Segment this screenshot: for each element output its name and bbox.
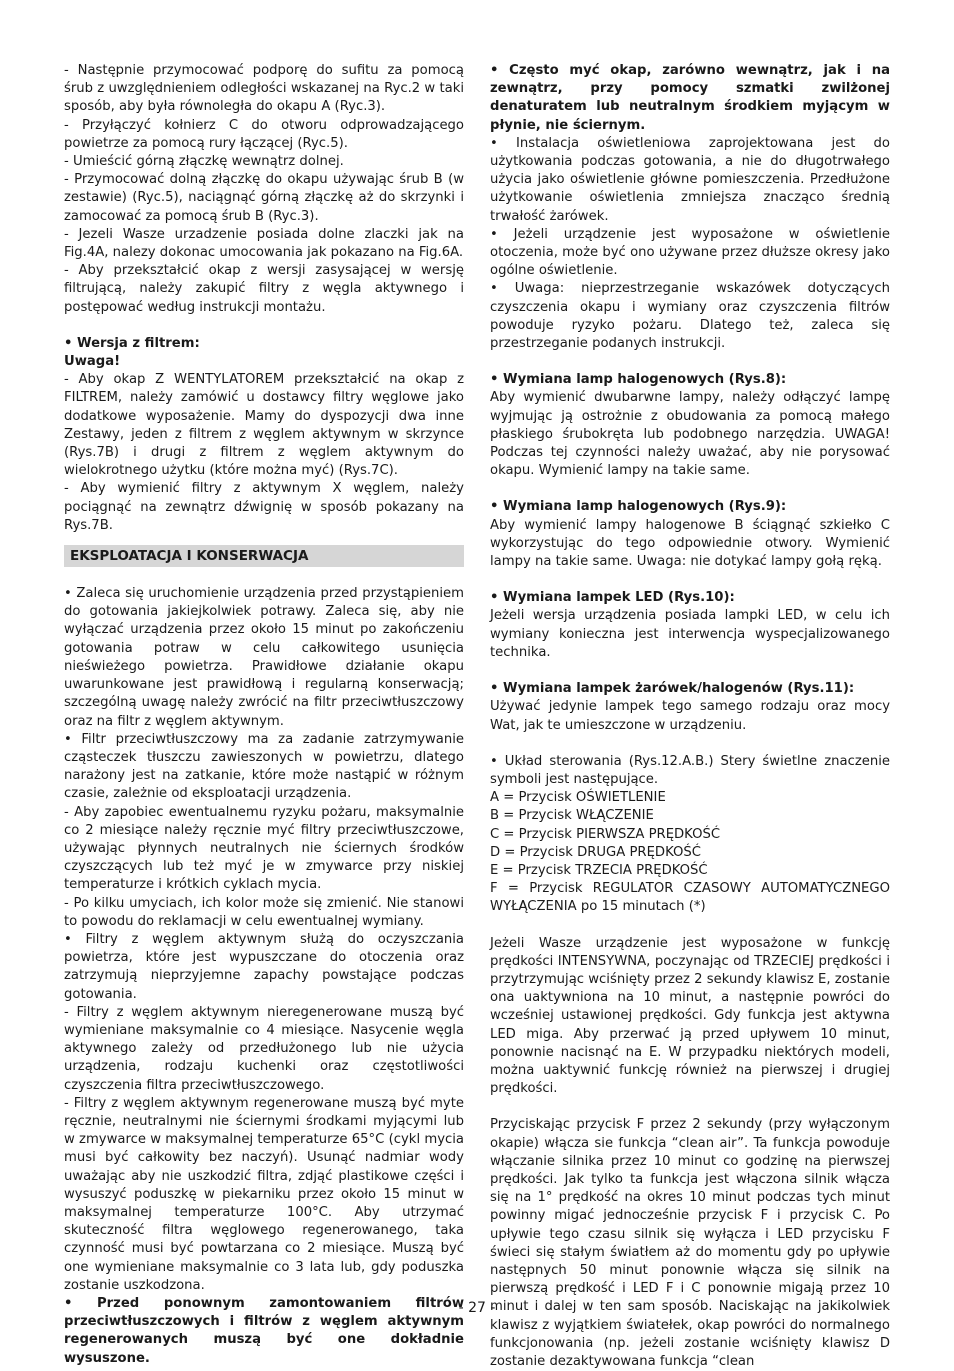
paragraph: • Filtry z węglem aktywnym służą do oczyszczania powietrza, które jest wypuszczane do otoczenia oraz zatrzymują nieprzyjemne zapachy powstające podczas gotowania.	[64, 931, 464, 1002]
paragraph: Używać jedynie lampek tego samego rodzaju oraz mocy Wat, jak te umieszczone w urządzeniu.	[490, 699, 890, 733]
control-item: A = Przycisk OŚWIETLENIE	[490, 790, 666, 806]
spacer	[64, 567, 464, 585]
paragraph: - Filtry z węglem aktywnym nieregenerowane muszą być wymieniane maksymalnie co 4 miesiące. Nasycenie węgla aktywnego zależy od przedłużonego lub nie użycia urządzenia, rodzaju kuchenki oraz częstotliwości czyszczenia filtra przeciwtłuszczowego.	[64, 1004, 464, 1093]
spacer	[490, 735, 890, 753]
lamp9-title: • Wymiana lamp halogenowych (Rys.9):	[490, 499, 787, 515]
paragraph: - Aby wymienić filtry z aktywnym X węglem, należy pociągnąć na zewnątrz dźwignię w sposób pokazany na Rys.7B.	[64, 481, 464, 533]
control-item: E = Przycisk TRZECIA PRĘDKOŚĆ	[490, 862, 708, 878]
control-item: D = Przycisk DRUGA PRĘDKOŚĆ	[490, 844, 701, 860]
spacer	[64, 535, 464, 545]
paragraph: - Aby przekształcić okap z wersji zasysającej w wersję filtrującą, należy zakupić filtry z węgla aktywnego i postępować według instrukcji montażu.	[64, 263, 464, 315]
paragraph: • Jeżeli urządzenie jest wyposażone w oświetlenie otoczenia, może być ono używane przez dłuższe okresy jako ogólne oświetlenie.	[490, 226, 890, 279]
paragraph: Aby wymienić lampy halogenowe B ściągnąć szkiełko C wykorzystując do tego odpowiednie otwory. Wymienić lampy na takie same. Uwaga: nie dotykać lampy gołą ręką.	[490, 517, 890, 570]
paragraph-warning: • Przed ponownym zamontowaniem filtrów przeciwtłuszczowych i filtrów z węglem aktywnym regenerowanych muszą być one dokładnie wysuszone.	[64, 1296, 464, 1366]
control-item: B = Przycisk WŁĄCZENIE	[490, 808, 654, 824]
spacer	[490, 662, 890, 680]
led-title: • Wymiana lampek LED (Rys.10):	[490, 590, 735, 606]
control-item: C = Przycisk PIERWSZA PRĘDKOŚĆ	[490, 826, 721, 842]
paragraph: Aby wymienić dwubarwne lampy, należy odłączyć lampę wyjmując ją ostrożnie z obudowania za pomocą małego płaskiego śrubokręta lub podobnego narzędzia. UWAGA! Podczas tej czynności należy uważać, aby nie porysować okapu. Wymienić lampy na takie same.	[490, 390, 890, 479]
lamp8-title: • Wymiana lamp halogenowych (Rys.8):	[490, 372, 787, 388]
paragraph: • Instalacja oświetleniowa zaprojektowana jest do użytkowania podczas gotowania, a nie do długotrwałego użycia jako oświetlenie główne pomieszczenia. Przedłużone użytkowanie oświetlenia zmniejsza znacząco średnią trwałość żarówek.	[490, 135, 890, 224]
paragraph: Jeżeli Wasze urządzenie jest wyposażone w funkcję prędkości INTENSYWNA, poczynając od TRZECIEJ prędkości i przytrzymując wciśnięty przez 2 sekundy klawisz E, zostanie ona uaktywniona na 10 minut, a następnie powróci do wcześniej ustawionej prędkości. Gdy funkcja jest aktywna LED miga. Aby przerwać ją przed upływem 10 minut, ponownie nacisnąć na E. W przypadku niektórych modeli, można uaktywnić funkcję również na pierwszej i drugiej prędkości.	[490, 935, 890, 1097]
paragraph: - Następnie przymocować podporę do sufitu za pomocą śrub z uwzględnieniem odległości wskazanej na Ryc.2 w taki sposób, aby była równoległa do okapu A (Ryc.3).	[64, 63, 464, 115]
paragraph: Jeżeli wersja urządzenia posiada lampki LED, w celu ich wymiany konieczna jest interwencja wyspecjalizowanego technika.	[490, 608, 890, 660]
control-item: F = Przycisk REGULATOR CZASOWY AUTOMATYCZNEGO WYŁĄCZENIA po 15 minutach (*)	[490, 881, 890, 915]
paragraph: - Umieścić górną złączkę wewnątrz dolnej.	[64, 154, 344, 170]
filter-warning-label: Uwaga!	[64, 354, 121, 370]
paragraph: - Jezeli Wasze urzadzenie posiada dolne zlaczki jak na Fig.4A, nalezy dokonac umocowania jak pokazano na Fig.6A.	[64, 226, 464, 261]
bulb-title: • Wymiana lampek żarówek/halogenów (Rys.11):	[490, 681, 855, 697]
spacer	[490, 917, 890, 935]
left-column	[64, 62, 464, 1368]
paragraph: - Przymocować dolną złączkę do okapu używając śrub B (w zestawie) (Ryc.5), naciągnąć górną złączkę aż do skrzynki i zamocować za pomocą śrub B (Ryc.3).	[64, 172, 464, 224]
paragraph: • Zaleca się uruchomienie urządzenia przed przystąpieniem do gotowania jakiejkolwiek potrawy. Zaleca się, aby nie wyłączać urządzenia przez około 15 minut po zakończeniu gotowania potraw w celu całkowitego usunięcia nieświeżego powietrza. Prawidłowe działanie okapu uwarunkowane jest prawidłową i regularną konserwacją; szczególną uwagę należy zwrócić na filtr przeciwtłuszczowy oraz na filtr z węglem aktywnym.	[64, 586, 464, 729]
paragraph: Przyciskając przycisk F przez 2 sekundy (przy wyłączonym okapie) włącza sie funkcja “clean air”. Ta funkcja powoduje włączanie silnika przez 10 minut co godzinę na pierwszej prędkości. Jak tylko ta funkcja jest włączona silnik włącza się na 1° prędkość na okres 10 minut podczas tych minut powinny migać jednocześnie przycisk F i przycisk C. Po upływie tego czasu silnik się wyłącza i LED przycisku F świeci się stałym światłem aż do momentu gdy po upływie następnych 50 minut ponownie włącza się silnik na pierwszą prędkość i LED F i C ponownie migają przez 10 minut i dalej w ten sam sposób. Naciskając na jakikolwiek klawisz z wyjątkiem światełek, okap powróci do normalnego funkcjonowania (np. jeżeli zostanie wciśnięty klawisz D zostanie dezaktywowana funkcja “clean	[490, 1117, 890, 1369]
paragraph: - Filtry z węglem aktywnym regenerowane muszą być myte ręcznie, neutralnymi nie ściernymi środkami myjącymi lub w zmywarce w maksymalnej temperaturze 65°C (cykl mycia musi być całkowity bez naczyń). Usunąć nadmiar wody uważając aby nie uszkodzić filtra, zdjąć plastikowe części i wysuszyć poduszkę w piekarniku przez około 15 minut w maksymalnej temperaturze 100°C. Aby utrzymać skuteczność filtra węglowego regenerowanego, taka czynność musi być powtarzana co 2 miesiące. Muszą być one wymieniane maksymalnie co 3 lata lub, gdy poduszka zostanie uszkodzona.	[64, 1095, 464, 1293]
filter-version-title: • Wersja z filtrem:	[64, 335, 200, 351]
paragraph: - Po kilku umyciach, ich kolor może się zmienić. Nie stanowi to powodu do reklamacji w celu ewentualnej wymiany.	[64, 895, 464, 929]
paragraph: • Często myć okap, zarówno wewnątrz, jak i na zewnątrz, przy pomocy szmatki zwilżonej denaturatem lub neutralnym środkiem myjącym w płynie, nie ściernym.	[490, 63, 890, 133]
paragraph: • Uwaga: nieprzestrzeganie wskazówek dotyczących czyszczenia okapu i wymiany oraz czyszczenia filtrów powoduje ryzyko pożaru. Dlatego też, zaleca się przestrzeganie podanych instrukcji.	[490, 281, 890, 352]
spacer	[490, 571, 890, 589]
paragraph: - Aby zapobiec ewentualnemu ryzyku pożaru, maksymalnie co 2 miesiące należy ręcznie myć filtry przeciwtłuszczowe, używając płynnych neutralnych nie ściernych środków czyszczących lub też myć je w zmywarce przy niskiej temperaturze i krótkich cyklach mycia.	[64, 804, 464, 893]
paragraph: - Przyłączyć kołnierz C do otworu odprowadzającego powietrze za pomocą rury łączącej (Ryc.5).	[64, 117, 464, 151]
control-panel-title: • Układ sterowania (Rys.12.A.B.) Stery świetlne znaczenie symboli jest następujące.	[490, 753, 890, 787]
spacer	[64, 317, 464, 335]
spacer	[490, 353, 890, 371]
right-column	[490, 62, 890, 1371]
spacer	[490, 480, 890, 498]
spacer	[490, 1098, 890, 1116]
paragraph: • Filtr przeciwtłuszczowy ma za zadanie zatrzymywanie cząsteczek tłuszczu zawieszonych w powietrzu, dlatego narażony jest na zatkanie, które może nastąpić w różnym czasie, zależnie od eksploatacji urządzenia.	[64, 731, 464, 802]
page-number: - 27 -	[458, 1300, 496, 1316]
section-heading: EKSPLOATACJA I KONSERWACJA	[64, 545, 464, 567]
paragraph: - Aby okap Z WENTYLATOREM przekształcić na okap z FILTREM, należy zamówić u dostawcy filtry węglowe jako dodatkowe wyposażenie. Mamy do dyspozycji dwa inne Zestawy, jeden z filtrem z węglem aktywnym w skrzynce (Rys.7B) i drugi z filtrem z węglem aktywnym do wielokrotnego użytku (które można myć) (Rys.7C).	[64, 372, 464, 479]
